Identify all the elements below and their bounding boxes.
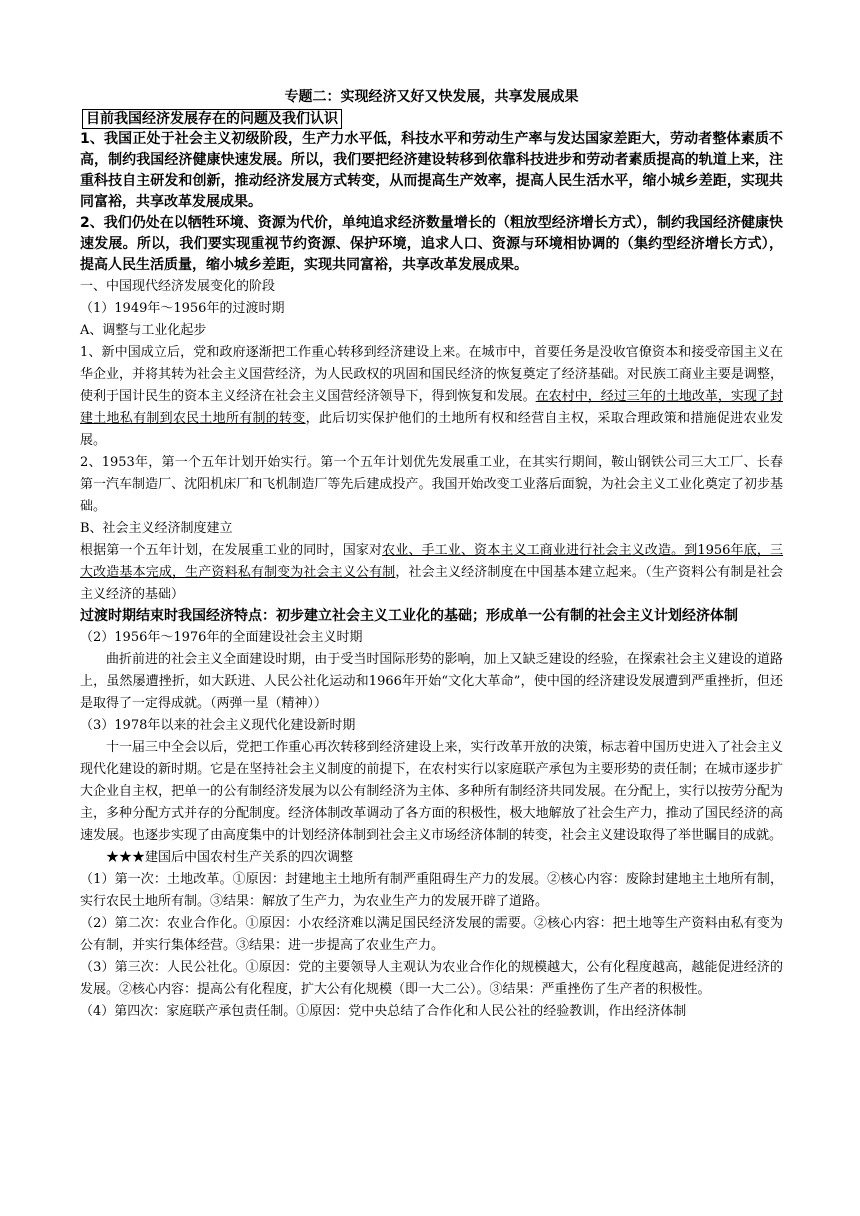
bold-point-2: 2、我们仍处在以牺牲环境、资源为代价，单纯追求经济数量增长的（粗放型经济增长方式），制约我国经济健康快速发展。所以，我们要实现重视节约资源、保护环境，追求人口、资源与环境相协调的（集约型经济增长方式），提高人民生活质量，缩小城乡差距，实现共同富裕，共享改革发展成果。	[80, 215, 783, 273]
stars-heading: ★★★建国后中国农村生产关系的四次调整	[106, 850, 354, 865]
subheading-a: A、调整与工业化起步	[80, 323, 207, 338]
page-title: 专题二：实现经济又好又快发展，共享发展成果	[284, 89, 579, 105]
adjustment-1: （1）第一次：土地改革。①原因：封建地主土地所有制严重阻碍生产力的发展。②核心内容：废除封建地主土地所有制，实行农民土地所有制。③结果：解放了生产力，为农业生产力的发展开辟了道路。	[80, 872, 783, 909]
paragraph-2: 2、1953年，第一个五年计划开始实行。第一个五年计划优先发展重工业，在其实行期间，鞍山钢铁公司三大工厂、长春第一汽车制造厂、沈阳机床厂和飞机制造厂等先后建成投产。我国开始改变工业落后面貌，为社会主义工业化奠定了初步基础。	[80, 455, 783, 514]
subheading-b: B、社会主义经济制度建立	[80, 521, 233, 536]
boxed-heading: 目前我国经济发展存在的问题及我们认识	[82, 109, 342, 129]
paragraph-5: 十一届三中全会以后，党把工作重心再次转移到经济建设上来，实行改革开放的决策，标志着中国历史进入了社会主义现代化建设的新时期。它是在坚持社会主义制度的前提下，在农村实行以家庭联产承包为主要形势的责任制；在城市逐步扩大企业自主权，把单一的公有制经济发展为以公有制经济为主体、多种所有制经济共同发展。在分配上，实行以按劳分配为主，多种分配方式并存的分配制度。经济体制改革调动了各方面的积极性，极大地解放了社会生产力，推动了国民经济的高速发展。也逐步实现了由高度集中的计划经济体制到社会主义市场经济体制的转变，社会主义建设取得了举世瞩目的成就。	[80, 740, 783, 843]
period-heading-1: （1）1949年～1956年的过渡时期	[80, 301, 285, 316]
paragraph-3-text-end: ，社会主义经济制度在中国基本建立起来。（生产资料公有制是社会主义经济的基础）	[80, 565, 783, 602]
paragraph-3-underlined: 农业、手工业、资本主义工商业进行社会主义改造。到1956年底，三大改造基本完成，生产资料私有制变为社会主义公有制	[80, 543, 783, 580]
section-heading-1: 一、中国现代经济发展变化的阶段	[80, 279, 276, 294]
paragraph-3-text: 根据第一个五年计划，在发展重工业的同时，国家对	[80, 543, 383, 558]
adjustment-2: （2）第二次：农业合作化。①原因：小农经济难以满足国民经济发展的需要。②核心内容：把土地等生产资料由私有变为公有制，并实行集体经营。③结果：进一步提高了农业生产力。	[80, 916, 783, 953]
paragraph-4: 曲折前进的社会主义全面建设时期，由于受当时国际形势的影响，加上又缺乏建设的经验，在探索社会主义建设的道路上，虽然屡遭挫折，如大跃进、人民公社化运动和1966年开始“文化大革命”，使中国的经济建设发展遭到严重挫折，但还是取得了一定得成就。（两弹一星（精神））	[80, 652, 783, 711]
bold-summary: 过渡时期结束时我国经济特点：初步建立社会主义工业化的基础；形成单一公有制的社会主义计划经济体制	[80, 608, 738, 624]
paragraph-1-text: 1、新中国成立后，党和政府逐渐把工作重心转移到经济建设上来。在城市中，首要任务是没收官僚资本和接受帝国主义在华企业，并将其转为社会主义国营经济，为人民政权的巩固和国民经济的恢复奠定了经济基础。对民族工商业主要是调整，使利于国计民生的资本主义经济在社会主义国营经济领导下，得到恢复和发展。	[80, 345, 783, 404]
paragraph-1	[80, 342, 783, 452]
paragraph-3	[80, 540, 783, 606]
adjustment-4: （4）第四次：家庭联产承包责任制。①原因：党中央总结了合作化和人民公社的经验教训，作出经济体制	[80, 1004, 687, 1019]
paragraph-1-underlined: 在农村中，经过三年的土地改革，实现了封建土地私有制到农民土地所有制的转变	[80, 389, 783, 426]
bold-point-1: 1、我国正处于社会主义初级阶段，生产力水平低，科技水平和劳动生产率与发达国家差距大，劳动者整体素质不高，制约我国经济健康快速发展。所以，我们要把经济建设转移到依靠科技进步和劳动者素质提高的轨道上来，注重科技自主研发和创新，推动经济发展方式转变，从而提高生产效率，提高人民生活水平，缩小城乡差距，实现共同富裕，共享改革发展成果。	[80, 131, 783, 210]
paragraph-1-text-end: ，此后切实保护他们的土地所有权和经营自主权，采取合理政策和措施促进农业发展。	[80, 411, 783, 448]
document-page	[80, 88, 783, 1023]
adjustment-3: （3）第三次：人民公社化。①原因：党的主要领导人主观认为农业合作化的规模越大，公有化程度越高，越能促进经济的发展。②核心内容：提高公有化程度，扩大公有化规模（即一大二公）。③结果：严重挫伤了生产者的积极性。	[80, 960, 783, 997]
period-heading-2: （2）1956年～1976年的全面建设社会主义时期	[80, 630, 363, 645]
period-heading-3: （3）1978年以来的社会主义现代化建设新时期	[80, 718, 356, 733]
